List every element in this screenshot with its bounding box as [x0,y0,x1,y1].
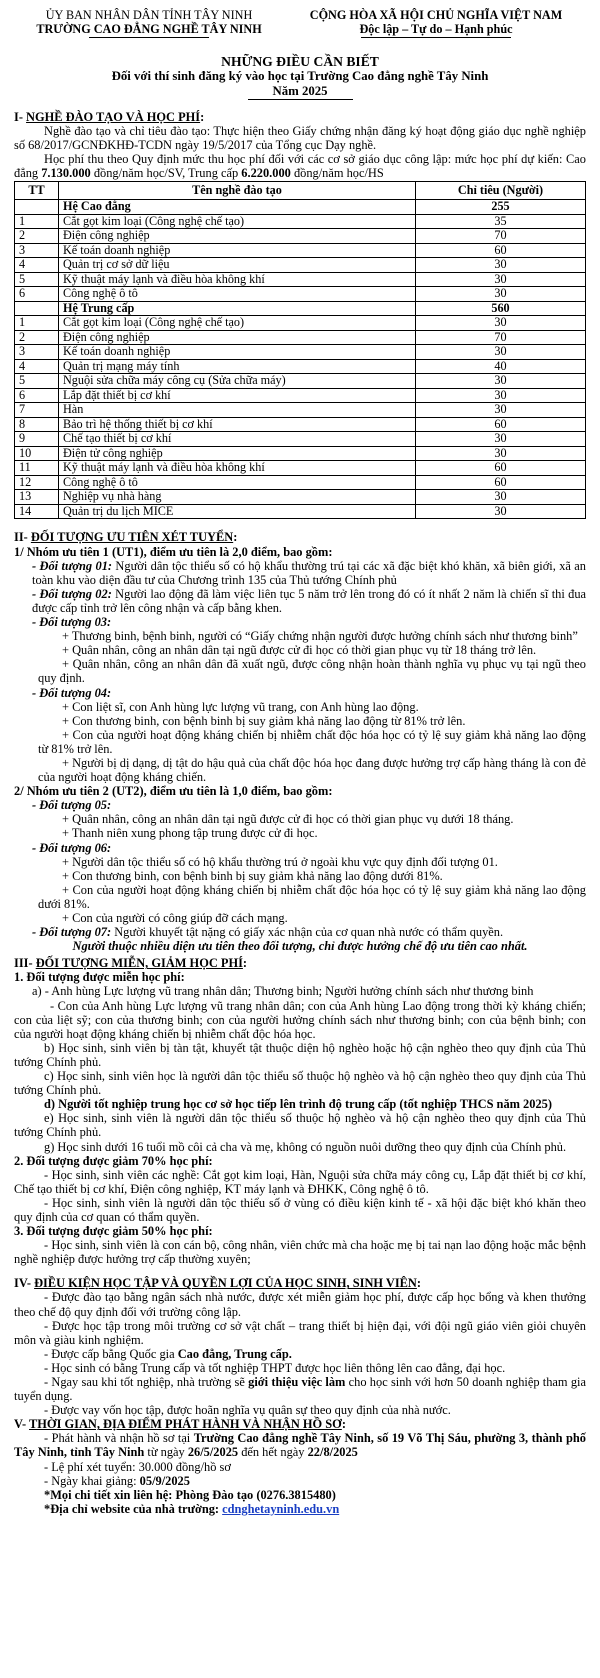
row-quota: 60 [416,461,586,476]
row-quota: 35 [416,214,586,229]
row-tt: 1 [15,316,59,331]
row-tt: 2 [15,229,59,244]
target-01-label: - Đối tượng 01: [32,558,113,573]
row-quota: 60 [416,417,586,432]
benefit-2: - Được học tập trong môi trường cơ sở vật chất – trang thiết bị hiện đại, với đội ngũ giáo viên giỏi chuyên môn và giàu kinh nghiệm. [14,1318,586,1347]
row-tt: 5 [15,272,59,287]
row-major-name: Nguội sửa chữa máy công cụ (Sửa chữa máy) [59,374,416,389]
row-major-name: Kế toán doanh nghiệp [59,243,416,258]
section-4-heading [14,1276,586,1290]
row-major-name: Chế tạo thiết bị cơ khí [59,432,416,447]
row-tt: 1 [15,214,59,229]
reduce-70-item-2: - Học sinh, sinh viên là người dân tộc thiểu số ở vùng có điều kiện kinh tế - xã hội đặc biệt khó khăn theo quy định của cơ quan có thẩm quyền. [14,1195,586,1224]
target-02 [32,587,586,615]
target-03-list [38,629,586,685]
target-07-text: Người khuyết tật nặng có giấy xác nhận của cơ quan nhà nước có thẩm quyền. [111,925,504,940]
exempt-e: e) Học sinh, sinh viên là người dân tộc thiểu số thuộc hộ nghèo và hộ cận nghèo theo quy định của Thủ tướng Chính phủ. [14,1111,586,1140]
section-3-title: ĐỐI TƯỢNG MIỄN, GIẢM HỌC PHÍ [35,956,243,971]
benefit-3-bold: Cao đẳng, Trung cấp. [177,1346,292,1361]
table-row [15,490,586,505]
target-06-list [38,855,586,925]
table-row [15,388,586,403]
section-2-title: ĐỐI TƯỢNG ƯU TIÊN XÉT TUYỂN [30,530,234,545]
opening-day-date: 05/9/2025 [139,1473,190,1488]
target-05-item: + Quân nhân, công an nhân dân tại ngũ được cử đi học có thời gian phục vụ dưới 18 tháng. [62,812,514,827]
exempt-a2: - Con của Anh hùng Lực lượng vũ trang nhân dân; con của Anh hùng Lao động trong thời kỳ kháng chiến; con của liệt sỹ; con của thương binh; con của người hưởng chính sách như thương binh; con của bệnh binh; con của người hoạt động kháng chiến bị nhiễm chất độc hóa học. [14,998,586,1041]
target-05-item: + Thanh niên xung phong tập trung được cử đi học. [62,826,318,841]
section-2-number: II- [14,530,31,545]
table-row [15,214,586,229]
target-01-text: Người dân tộc thiểu số có hộ khẩu thường trú tại các xã đặc biệt khó khăn, xã biên giới, xã an toàn khu vào diện đầu tư của Chương trình 135 của Thủ tướng Chính phủ [32,558,586,587]
target-04-item: + Người bị dị dạng, dị tật do hậu quả của chất độc hóa học đang được hưởng trợ cấp hàng tháng là con đẻ của người hoạt động kháng chiến. [38,755,586,785]
row-quota: 70 [416,330,586,345]
row-tt: 4 [15,258,59,273]
row-tt: 4 [15,359,59,374]
benefit-5 [14,1375,586,1403]
exempt-b: b) Học sinh, sinh viên bị tàn tật, khuyết tật thuộc diện hộ nghèo hoặc hộ cận nghèo theo quy định của Thủ tướng Chính phủ. [14,1040,586,1069]
section-3-number: III- [14,956,36,971]
table-header-row [15,182,586,200]
section-3-heading [14,956,586,970]
table-row [15,258,586,273]
col-quota: Chỉ tiêu (Người) [416,182,586,200]
fee-text-a: Học phí thu theo Quy định mức thu học phí đối với các cơ sở giáo dục công lập: mức học phí dự kiến: Cao đẳng [14,152,586,181]
target-03-item: + Thương binh, bệnh binh, người có “Giấy chứng nhận người được hưởng chính sách như thương binh” [62,629,578,644]
row-major-name: Quản trị du lịch MICE [59,504,416,519]
benefit-6: - Được vay vốn học tập, được hoãn nghĩa vụ quân sự theo quy định của nhà nước. [44,1403,451,1418]
group-total-cell: 560 [416,301,586,316]
row-tt: 3 [15,345,59,360]
row-quota: 30 [416,504,586,519]
table-row [15,243,586,258]
row-major-name: Công nghệ ô tô [59,475,416,490]
target-04-label: - Đối tượng 04: [32,685,112,700]
row-tt: 9 [15,432,59,447]
row-major-name: Điện công nghiệp [59,330,416,345]
target-04-list [38,700,586,785]
row-quota: 30 [416,272,586,287]
row-quota: 30 [416,345,586,360]
benefit-3-text: - Được cấp bằng Quốc gia [44,1346,178,1361]
benefit-4: - Học sinh có bằng Trung cấp và tốt nghiệp THPT được học liên thông lên cao đẳng, đại học. [44,1360,506,1375]
target-04-item: + Con của người hoạt động kháng chiến bị nhiễm chất độc hóa học có tỷ lệ suy giảm khả năng lao động từ 81% trở lên. [38,727,586,756]
website-link[interactable]: cdnghetayninh.edu.vn [222,1501,340,1516]
row-quota: 30 [416,446,586,461]
fee-college: 7.130.000 [41,166,91,181]
row-quota: 40 [416,359,586,374]
from-text: từ ngày [144,1445,188,1460]
opening-day [14,1474,586,1488]
target-02-label: - Đối tượng 02: [32,586,112,601]
exempt-heading: 1. Đối tượng được miễn học phí: [14,970,185,985]
title-line3: Năm 2025 [272,83,328,98]
section-4-number: IV- [14,1276,35,1291]
target-06-item: + Con thương binh, con bệnh binh bị suy giảm khả năng lao động dưới 81%. [62,868,443,883]
reduce-50-item-1: - Học sinh, sinh viên là con cán bộ, công nhân, viên chức mà cha hoặc mẹ bị tai nạn lao động hoặc mắc bệnh nghề nghiệp được hưởng trợ cấp thường xuyên; [14,1238,586,1267]
row-tt: 6 [15,287,59,302]
target-03-item: + Quân nhân, công an nhân dân tại ngũ được cử đi học có thời gian phục vụ từ 18 tháng trở lên. [62,643,537,658]
benefit-5-bold: giới thiệu việc làm [248,1375,346,1389]
table-row [15,403,586,418]
group-tt-cell [15,200,59,215]
row-tt: 10 [15,446,59,461]
target-03-label: - Đối tượng 03: [32,615,112,630]
application-place [14,1431,586,1459]
row-major-name: Cắt gọt kim loại (Công nghệ chế tạo) [59,214,416,229]
row-tt: 7 [15,403,59,418]
row-major-name: Điện công nghiệp [59,229,416,244]
exempt-g: g) Học sinh dưới 16 tuổi mồ côi cả cha và mẹ, không có nguồn nuôi dưỡng theo quy định của Chính phủ. [44,1139,567,1154]
row-major-name: Cắt gọt kim loại (Công nghệ chế tạo) [59,316,416,331]
table-row [15,475,586,490]
target-05-label: - Đối tượng 05: [32,798,112,813]
table-row [15,316,586,331]
row-major-name: Nghiệp vụ nhà hàng [59,490,416,505]
school-address: Trường Cao đẳng nghề Tây Ninh, số 19 Võ Thị Sáu, phường 3, thành phố Tây Ninh, tỉnh Tây Ninh [14,1431,586,1460]
target-03-item: + Quân nhân, công an nhân dân đã xuất ngũ, được công nhận hoàn thành nghĩa vụ phục vụ tại ngũ theo quy định. [38,657,586,686]
row-quota: 60 [416,475,586,490]
national-motto-block [286,8,586,38]
row-major-name: Kỹ thuật máy lạnh và điều hòa không khí [59,461,416,476]
fee-intermediate: 6.220.000 [241,166,291,181]
row-quota: 70 [416,229,586,244]
table-row [15,432,586,447]
section-5-colon: : [341,1417,346,1432]
to-text: đến hết ngày [238,1445,308,1460]
priority-group-1-heading: 1/ Nhóm ưu tiên 1 (UT1), điểm ưu tiên là 2,0 điểm, bao gồm: [14,544,333,559]
target-06-item: + Con của người hoạt động kháng chiến bị nhiễm chất độc hóa học có tỷ lệ suy giảm khả năng lao động dưới 81%. [38,882,586,911]
section-2-heading [14,530,586,544]
row-quota: 30 [416,432,586,447]
benefit-5-text-c: cho học sinh với hơn 50 doanh nghiệp tham gia tuyển dụng. [14,1375,586,1404]
row-tt: 14 [15,504,59,519]
majors-table-body [15,200,586,519]
exempt-a: a) - Anh hùng Lực lượng vũ trang nhân dân; Thương binh; Người hưởng chính sách như thương binh [32,984,534,999]
target-01 [32,559,586,587]
col-tt: TT [15,182,59,200]
row-quota: 30 [416,287,586,302]
fee-text-e: đồng/năm học/HS [290,166,384,181]
target-06-item: + Người dân tộc thiểu số có hộ khẩu thường trú ở ngoài khu vực quy định đối tượng 01. [62,854,498,869]
row-tt: 11 [15,461,59,476]
section-1-heading [14,110,586,124]
website-label: *Địa chỉ website của nhà trường: [44,1501,223,1516]
target-04-item: + Con liệt sĩ, con Anh hùng lực lượng vũ trang, con Anh hùng lao động. [62,699,419,714]
exempt-c: c) Học sinh, sinh viên học là người dân tộc thiểu số thuộc hộ nghèo và hộ cận nghèo theo quy định của Thủ tướng Chính phủ. [14,1069,586,1098]
section-4-colon: : [416,1276,422,1291]
section-1-title: NGHỀ ĐÀO TẠO VÀ HỌC PHÍ [26,110,201,124]
row-major-name: Hàn [59,403,416,418]
target-02-text: Người lao động đã làm việc liên tục 5 năm trở lên trong đó có ít nhất 2 năm là chiến sĩ thi đua được cấp tỉnh trở lên công nhận và cấp bằng khen. [32,586,587,615]
table-row [15,461,586,476]
table-row [15,446,586,461]
section-1-para-1: Nghề đào tạo và chỉ tiêu đào tạo: Thực hiện theo Giấy chứng nhận đăng ký hoạt động giáo dục nghề nghiệp số 68/2017/GCNĐKHĐ-TCDN ngày 19/5/2017 của Tổng cục Dạy nghề. [14,124,586,153]
row-tt: 8 [15,417,59,432]
target-07-label: - Đối tượng 07: [32,925,112,940]
motto-rule [361,37,511,38]
benefit-3 [14,1347,586,1361]
table-row [15,345,586,360]
section-3-colon: : [242,956,248,971]
priority-group-2-heading: 2/ Nhóm ưu tiên 2 (UT2), điểm ưu tiên là 1,0 điểm, bao gồm: [14,784,333,799]
issuer-block [14,8,284,38]
row-tt: 2 [15,330,59,345]
row-major-name: Lắp đặt thiết bị cơ khí [59,388,416,403]
document-title [14,54,586,100]
section-5-number: V- [14,1417,30,1432]
row-quota: 30 [416,258,586,273]
opening-day-label: - Ngày khai giảng: [44,1473,140,1488]
row-major-name: Công nghệ ô tô [59,287,416,302]
benefit-5-text-a: - Ngay sau khi tốt nghiệp, nhà trường sẽ [44,1375,249,1389]
row-quota: 60 [416,243,586,258]
national-title: CỘNG HÒA XÃ HỘI CHỦ NGHĨA VIỆT NAM [309,8,563,22]
reduce-70-item-1: - Học sinh, sinh viên các nghề: Cắt gọt kim loại, Hàn, Nguội sửa chữa máy công cụ, Lắp đặt thiết bị cơ khí, Chế tạo thiết bị cơ khí, Điện công nghiệp, KT máy lạnh và ĐHKK, Công nghệ ô tô. [14,1167,586,1196]
group-tt-cell [15,301,59,316]
issuer-rule [89,37,209,38]
fee-text-c: đồng/năm học/SV, Trung cấp [90,166,242,181]
table-row [15,504,586,519]
title-rule [248,99,353,100]
website-line [14,1502,586,1516]
group-total-cell: 255 [416,200,586,215]
target-04-item: + Con thương binh, con bệnh binh bị suy giảm khả năng lao động từ 81% trở lên. [62,713,466,728]
benefit-1: - Được đào tạo bằng ngân sách nhà nước, được xét miễn giảm học phí, được cấp học bổng và khen thưởng theo chế độ quy định đối với trường công lập. [14,1290,586,1319]
issuer-line2: TRƯỜNG CAO ĐẲNG NGHỀ TÂY NINH [36,22,262,36]
row-quota: 30 [416,374,586,389]
section-1-colon: : [200,110,205,124]
section-5-heading [14,1417,586,1431]
row-tt: 13 [15,490,59,505]
row-major-name: Kỹ thuật máy lạnh và điều hòa không khí [59,272,416,287]
reduce-50-heading: 3. Đối tượng được giảm 50% học phí: [14,1224,213,1239]
table-row [15,287,586,302]
table-group-row [15,301,586,316]
row-tt: 3 [15,243,59,258]
exempt-d: d) Người tốt nghiệp trung học cơ sở học tiếp lên trình độ trung cấp (tốt nghiệp THCS năm 2025) [44,1097,552,1112]
row-tt: 12 [15,475,59,490]
title-line1: NHỮNG ĐIỀU CẦN BIẾT [221,54,379,69]
table-row [15,272,586,287]
group-name-cell: Hệ Trung cấp [59,301,416,316]
application-place-text: - Phát hành và nhận hồ sơ tại [44,1431,194,1446]
document-header [14,8,586,38]
end-date: 22/8/2025 [307,1445,358,1460]
row-major-name: Điện tử công nghiệp [59,446,416,461]
row-tt: 5 [15,374,59,389]
reduce-70-heading: 2. Đối tượng được giảm 70% học phí: [14,1153,213,1168]
section-4-title: ĐIỀU KIỆN HỌC TẬP VÀ QUYỀN LỢI CỦA HỌC SINH, SINH VIÊN [34,1276,417,1291]
application-fee: - Lệ phí xét tuyển: 30.000 đồng/hồ sơ [44,1459,231,1474]
national-motto: Độc lập – Tự do – Hạnh phúc [359,22,513,36]
col-name: Tên nghề đào tạo [59,182,416,200]
section-2-colon: : [233,530,238,545]
section-1-number: I- [14,110,27,124]
target-07 [32,925,586,939]
row-quota: 30 [416,388,586,403]
row-major-name: Quản trị cơ sở dữ liệu [59,258,416,273]
table-row [15,359,586,374]
row-quota: 30 [416,316,586,331]
table-row [15,417,586,432]
target-06-item: + Con của người có công giúp đỡ cách mạng. [62,911,288,925]
contact-info: *Mọi chi tiết xin liên hệ: Phòng Đào tạo (0276.3815480) [44,1487,336,1502]
row-quota: 30 [416,403,586,418]
issuer-line1: ỦY BAN NHÂN DÂN TỈNH TÂY NINH [45,8,253,22]
priority-note: Người thuộc nhiều diện ưu tiên theo đối tượng, chỉ được hưởng chế độ ưu tiên cao nhất. [72,939,528,954]
group-name-cell: Hệ Cao đẳng [59,200,416,215]
row-major-name: Bảo trì hệ thống thiết bị cơ khí [59,417,416,432]
section-5-title: THỜI GIAN, ĐỊA ĐIỂM PHÁT HÀNH VÀ NHẬN HỒ SƠ [29,1417,342,1432]
row-quota: 30 [416,490,586,505]
row-major-name: Quản trị mạng máy tính [59,359,416,374]
start-date: 26/5/2025 [187,1445,239,1460]
table-group-row [15,200,586,215]
target-06-label: - Đối tượng 06: [32,840,112,855]
table-row [15,374,586,389]
majors-table [14,181,586,519]
section-1-para-2 [14,152,586,180]
target-05-list [38,812,586,840]
table-row [15,229,586,244]
title-line2: Đối với thí sinh đăng ký vào học tại Trường Cao đẳng nghề Tây Ninh [111,69,489,83]
table-row [15,330,586,345]
row-major-name: Kế toán doanh nghiệp [59,345,416,360]
row-tt: 6 [15,388,59,403]
